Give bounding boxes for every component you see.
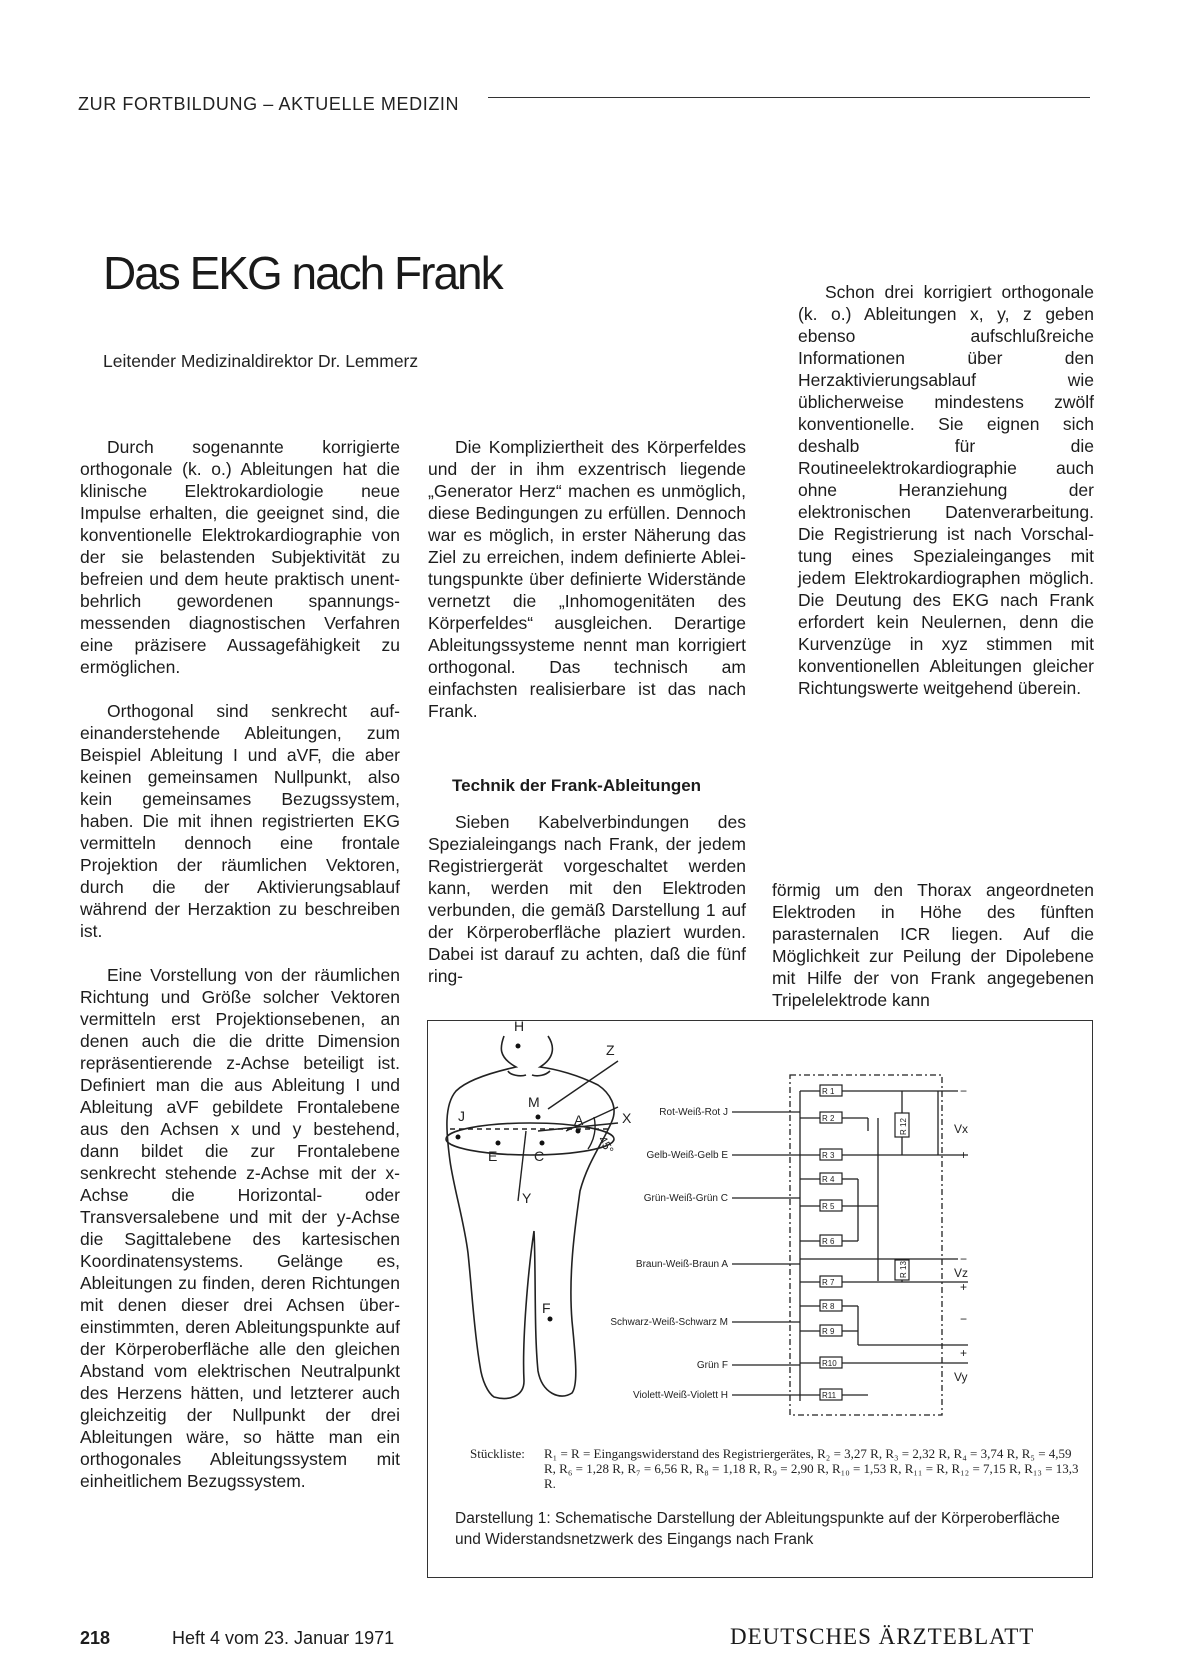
paragraph: Sieben Kabelverbindungen des Spezialeingangs nach Frank, der jedem Registriergerät vorgeschaltet werden kann, werden mit den Elektroden verbunden, die gemäß Darstellung 1 auf der Körperoberfläche plaziert wurden. Dabei ist darauf zu achten, daß die fünf ring-	[428, 812, 746, 986]
cable-label-F: Grün F	[696, 1360, 728, 1371]
cable-label-A: Braun-Weiß-Braun A	[635, 1259, 728, 1270]
text-column-1	[80, 436, 400, 1514]
text-column-2	[428, 436, 746, 744]
label-A: A	[574, 1112, 584, 1128]
output-minus: −	[960, 1312, 968, 1326]
parts-list-label: Stückliste:	[470, 1446, 525, 1461]
paragraph: Die Kompliziertheit des Körperfeldes und der in ihm exzentrisch liegende „Generator Herz“ machen es unmöglich, diese Bedingungen zu erfüllen. Dennoch war es möglich, in erster Näherung das Ziel zu erreichen, indem definierte Ableitungspunkte über definierte Widerstände vernetzt die „Inhomogenitäten des Körperfeldes“ ausgleichen. Derartige Ableitungssysteme nennt man korrigiert orthogonal. Das technisch am einfachsten realisierbare ist das nach Frank.	[428, 437, 746, 721]
resistor-label: R 6	[822, 1237, 835, 1246]
label-J: J	[458, 1108, 465, 1124]
output-minus: −	[960, 1252, 968, 1266]
label-C: C	[534, 1148, 545, 1164]
label-Z: Z	[606, 1042, 615, 1058]
figure-caption: Darstellung 1: Schematische Darstellung der Ableitungspunkte auf der Körperoberfläche und Widerstandsnetzwerk des Eingangs nach Frank	[455, 1510, 1060, 1548]
section-heading: Technik der Frank-Ableitungen	[452, 776, 702, 795]
paragraph: Schon drei korrigiert orthogonale (k. o.) Ableitungen x, y, z geben ebenso aufschlußreiche Informationen über den Herzaktivierungsablauf wie üblicherweise mindestens zwölf konventionelle. Sie eignen sich deshalb für die Routineelektrokardiographie auch ohne Heranziehung der elektronischen Datenverarbeitung. Die Registrierung ist nach Vorschaltung eines Spezialeinganges mit jedem Elektrokardiographen möglich. Die Deutung des EKG nach Frank erfordert kein Neulernen, denn die Kurvenzüge in xyz stimmen mit konventionellen Ableitungen gleicher Richtungswerte weitgehend überein.	[798, 282, 1094, 698]
text-column-3-continued	[772, 879, 1094, 1033]
output-vz: Vz	[954, 1266, 969, 1280]
output-plus: +	[960, 1346, 968, 1360]
resistor-label: R 7	[822, 1278, 835, 1287]
output-minus: −	[960, 1084, 968, 1098]
label-Y: Y	[522, 1190, 532, 1206]
resistor-label: R 8	[822, 1302, 835, 1311]
cable-label-H: Violett-Weiß-Violett H	[632, 1390, 728, 1401]
text-column-2-continued	[428, 811, 746, 1009]
resistor-label: R 4	[822, 1175, 835, 1184]
text-column-3	[798, 281, 1094, 721]
paragraph: Eine Vorstellung von der räumlichen Richtung und Größe solcher Vektoren vermitteln erst Projektionsebenen, an denen auch die die dritte Dimension repräsentierende z-Achse beteiligt ist. Definiert man die aus Ableitung I und Ableitung aVF gebildete Frontalebene aus den Achsen x und y bestehend, dann bildet die zur Frontalebene senkrecht stehende z-Achse mit der x-Achse die Horizontal- oder Transversalebene und mit der y-Achse die Sagittalebene des kartesischen Koordinatensystems. Gelänge es, Ableitungen zu finden, deren Richtungen mit denen dieser drei Achsen übereinstimmten, deren Ableitungspunkte auf der Körperoberfläche alle den gleichen Abstand vom elektrischen Neutralpunkt des Herzens hätten, und letzterer auch gleichzeitig der Nullpunkt der drei Ableitungen wäre, so hätte man ein orthogonales Ableitungssystem mit einheitlichem Bezugssystem.	[80, 965, 400, 1491]
resistor-label: R 9	[822, 1327, 835, 1336]
header-rule	[488, 97, 1090, 98]
resistor-label: R 3	[822, 1151, 835, 1160]
cable-label-J: Rot-Weiß-Rot J	[659, 1107, 728, 1118]
output-plus: +	[960, 1148, 968, 1162]
output-vy: Vy	[954, 1370, 968, 1384]
resistor-label: R10	[822, 1359, 837, 1368]
resistor-label: R 5	[822, 1202, 835, 1211]
cable-label-C: Grün-Weiß-Grün C	[643, 1193, 728, 1204]
article-title: Das EKG nach Frank	[103, 247, 502, 299]
label-M: M	[528, 1094, 540, 1110]
output-plus: +	[960, 1280, 968, 1294]
resistor-network	[732, 1075, 968, 1415]
parts-list-text: R₁ = R = Eingangswiderstand des Registriergerätes, R₂ = 3,27 R, R₃ = 2,32 R, R₄ = 3,74 R, R₅ = 4,59 R, R₆ = 1,28 R, R₇ = 6,56 R, R₈ = 1,18 R, R₉ = 2,90 R, R₁₀ = 1,53 R, R₁₁ = R, R₁₂ = 7,15 R, R₁₃ = 13,3 R.	[544, 1446, 1079, 1491]
resistor-label: R11	[822, 1391, 837, 1400]
journal-name: DEUTSCHES ÄRZTEBLATT	[730, 1624, 1035, 1649]
resistor-label: R 1	[822, 1087, 835, 1096]
paragraph: Durch sogenannte korrigierte orthogonale (k. o.) Ableitungen hat die klinische Elektrokardiologie neue Impulse erhalten, die geeignet sind, die konventionelle Elektrokardiographie von der sie belastenden Subjektivität zu befreien und dem heute praktisch unentbehrlich gewordenen spannungsmessenden diagnostischen Verfahren eine präzisere Aussagefähigkeit zu ermöglichen.	[80, 437, 400, 677]
body-outline-icon	[446, 1036, 617, 1398]
output-vx: Vx	[954, 1122, 969, 1136]
paragraph: förmig um den Thorax angeordneten Elektroden in Höhe des fünften parasternalen ICR liegen. Auf die Möglichkeit zur Peilung der Dipolebene mit Hilfe der von Frank angegebenen Tripelelektrode kann	[772, 880, 1094, 1010]
article-author: Leitender Medizinaldirektor Dr. Lemmerz	[103, 351, 419, 371]
running-head: ZUR FORTBILDUNG – AKTUELLE MEDIZIN	[78, 94, 460, 114]
resistor-label: R 2	[822, 1114, 835, 1123]
resistor-label: R 12	[899, 1118, 908, 1135]
cable-label-E: Gelb-Weiß-Gelb E	[646, 1150, 728, 1161]
frank-lead-diagram	[428, 1021, 1092, 1441]
paragraph: Orthogonal sind senkrecht aufeinanderstehende Ableitungen, zum Beispiel Ableitung I und aVF, die aber keinen gemeinsamen Nullpunkt, also kein gemeinsames Bezugssystem, haben. Die mit ihnen registrierten EKG vermitteln dennoch eine frontale Projektion der räumlichen Vektoren, durch die der Aktivierungsablauf während der Herzaktion zu beschreiben ist.	[80, 701, 400, 941]
page-number: 218	[80, 1628, 111, 1648]
resistor-label: R 13	[899, 1261, 908, 1278]
label-X: X	[622, 1110, 632, 1126]
label-F: F	[542, 1300, 551, 1316]
label-E: E	[488, 1148, 498, 1164]
label-H: H	[514, 1021, 525, 1034]
label-angle: 45°	[595, 1133, 617, 1157]
cable-label-M: Schwarz-Weiß-Schwarz M	[610, 1317, 728, 1328]
issue-line: Heft 4 vom 23. Januar 1971	[172, 1628, 395, 1648]
